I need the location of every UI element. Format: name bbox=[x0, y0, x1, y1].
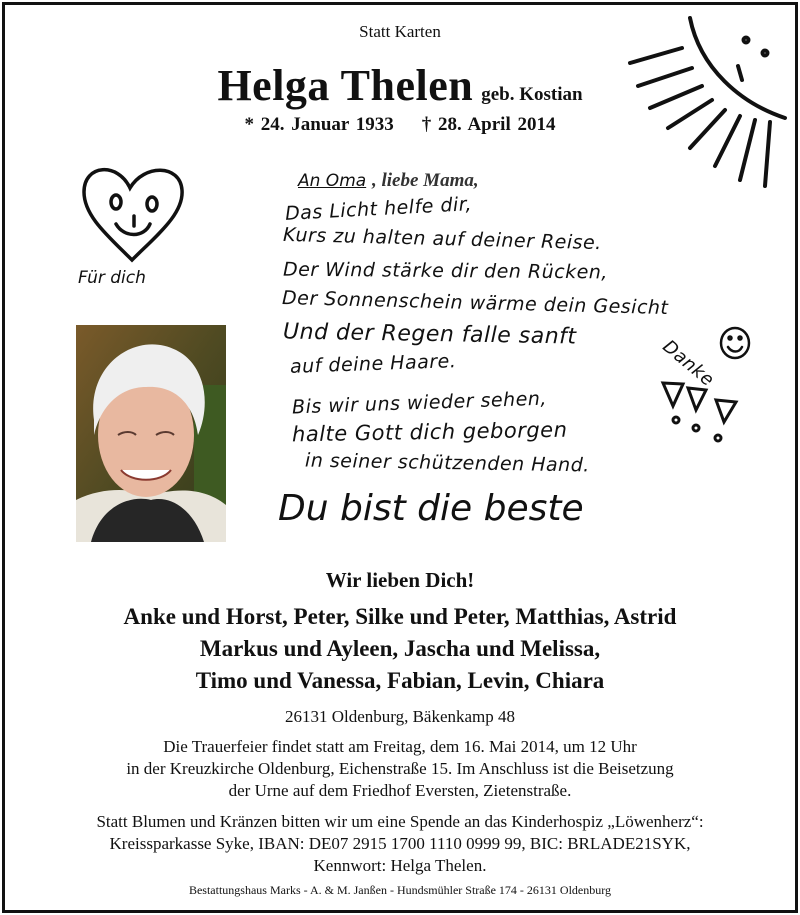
du-bist-die-beste-handwriting: Du bist die beste bbox=[278, 488, 584, 529]
poem-line: auf deine Haare. bbox=[289, 350, 457, 378]
family-line: Markus und Ayleen, Jascha und Melissa, bbox=[199, 636, 601, 661]
poem-line: Und der Regen falle sanft bbox=[282, 319, 577, 350]
portrait-image bbox=[76, 325, 226, 542]
poem-line: in seiner schützenden Hand. bbox=[304, 449, 590, 477]
poem-line: halte Gott dich geborgen bbox=[291, 417, 568, 447]
deceased-name: Helga Thelen bbox=[217, 61, 474, 110]
death-date: † 28. April 2014 bbox=[421, 114, 556, 135]
poem-line: Der Wind stärke dir den Rücken, bbox=[282, 258, 608, 284]
salutation-print: , liebe Mama, bbox=[372, 170, 479, 191]
address: 26131 Oldenburg, Bäkenkamp 48 bbox=[284, 707, 516, 726]
heart-smiley-icon bbox=[78, 160, 190, 265]
danke-handwriting: Danke bbox=[658, 336, 719, 391]
donation-line: Kreissparkasse Syke, IBAN: DE07 2915 1700 1110 0999 99, BIC: BRLADE21SYK, bbox=[109, 834, 691, 853]
family-headline: Wir lieben Dich! bbox=[325, 568, 475, 592]
birth-date: * 24. Januar 1933 bbox=[244, 114, 394, 135]
poem-line: Kurs zu halten auf deiner Reise. bbox=[282, 223, 603, 255]
portrait-photo bbox=[76, 325, 226, 542]
family-line: Anke und Horst, Peter, Silke und Peter, Matthias, Astrid bbox=[123, 604, 677, 629]
poem-line: Bis wir uns wieder sehen, bbox=[291, 387, 548, 419]
exclamation-marks-icon bbox=[658, 378, 743, 448]
funeral-home-footer: Bestattungshaus Marks - A. & M. Janßen - Hundsmühler Straße 174 - 26131 Oldenburg bbox=[188, 883, 612, 897]
statt-karten: Statt Karten bbox=[359, 22, 441, 41]
fuer-dich-handwriting: Für dich bbox=[78, 268, 146, 288]
service-line: in der Kreuzkirche Oldenburg, Eichenstraße 15. Im Anschluss ist die Beisetzung bbox=[126, 759, 674, 778]
sun-drawing-icon bbox=[620, 8, 795, 193]
family-line: Timo und Vanessa, Fabian, Levin, Chiara bbox=[195, 668, 605, 693]
salutation-handwriting: An Oma bbox=[298, 171, 367, 191]
poem-line: Der Sonnenschein wärme dein Gesicht bbox=[281, 286, 669, 320]
maiden-name: geb. Kostian bbox=[481, 84, 583, 105]
small-smiley-icon bbox=[718, 325, 752, 361]
service-line: Die Trauerfeier findet statt am Freitag, dem 16. Mai 2014, um 12 Uhr bbox=[163, 737, 637, 756]
donation-line: Statt Blumen und Kränzen bitten wir um eine Spende an das Kinderhospiz „Löwenherz“: bbox=[96, 812, 704, 831]
service-line: der Urne auf dem Friedhof Eversten, Zietenstraße. bbox=[228, 781, 572, 800]
poem-line: Das Licht helfe dir, bbox=[284, 193, 473, 225]
donation-line: Kennwort: Helga Thelen. bbox=[313, 856, 487, 875]
